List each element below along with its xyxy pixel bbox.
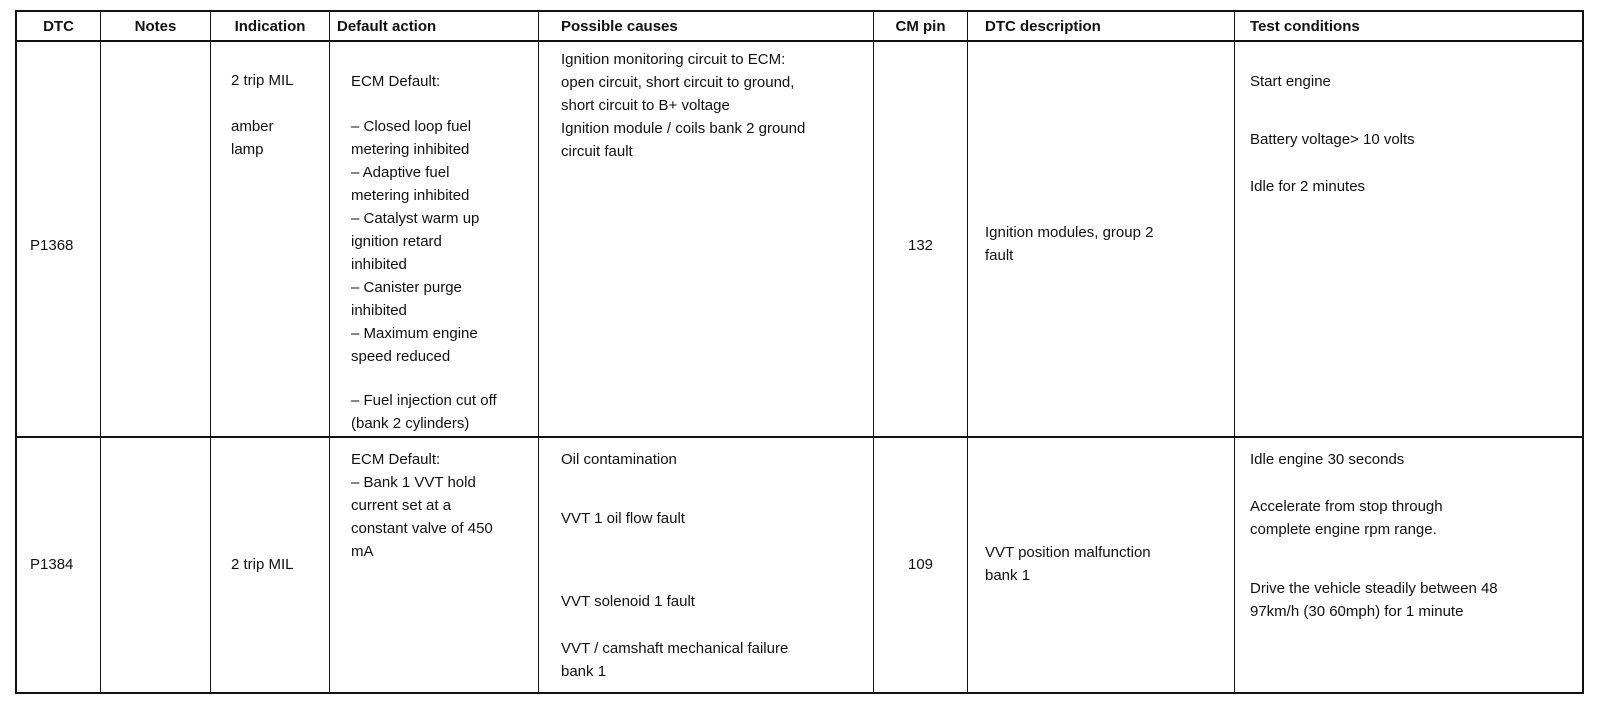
cm-pin: 109 xyxy=(907,556,934,573)
col-divider xyxy=(1582,10,1584,694)
header-default-action: Default action xyxy=(337,18,437,35)
header-possible-causes: Possible causes xyxy=(561,18,678,35)
col-divider xyxy=(1234,10,1235,694)
header-test-conditions: Test conditions xyxy=(1250,18,1360,35)
col-divider xyxy=(15,10,17,694)
col-divider xyxy=(967,10,968,694)
default-action-body: – Closed loop fuel metering inhibited – Adaptive fuel metering inhibited – Catalyst warm up ignition retard inhibited – Canister purge inhibited – Maximum engine speed reduced xyxy=(351,118,480,365)
possible-cause: VVT / camshaft mechanical failure bank 1 xyxy=(561,640,789,680)
dtc-description: VVT position malfunction bank 1 xyxy=(985,544,1151,584)
dtc-code: P1368 xyxy=(30,237,74,254)
test-condition: Battery voltage> 10 volts xyxy=(1250,131,1415,148)
header-indication: Indication xyxy=(234,18,306,35)
default-action-head: ECM Default: xyxy=(351,73,441,90)
possible-cause: Oil contamination xyxy=(561,451,677,468)
dtc-description: Ignition modules, group 2 fault xyxy=(985,224,1154,264)
header-divider xyxy=(15,40,1584,42)
col-divider xyxy=(873,10,874,694)
possible-cause: VVT 1 oil flow fault xyxy=(561,510,685,527)
header-dtc-description: DTC description xyxy=(985,18,1101,35)
default-action-text: ECM Default: – Bank 1 VVT hold current set at a constant valve of 450 mA xyxy=(351,451,493,560)
header-notes: Notes xyxy=(134,18,177,35)
header-cm-pin: CM pin xyxy=(895,18,946,35)
col-divider xyxy=(100,10,101,694)
col-divider xyxy=(210,10,211,694)
default-action-tail: – Fuel injection cut off (bank 2 cylinders) xyxy=(351,392,497,432)
test-condition: Accelerate from stop through complete engine rpm range. xyxy=(1250,498,1443,538)
col-divider xyxy=(538,10,539,694)
col-divider xyxy=(329,10,330,694)
indication-mil: 2 trip MIL xyxy=(231,72,294,89)
possible-causes: Ignition monitoring circuit to ECM: open circuit, short circuit to ground, short circuit to B+ voltage Ignition module / coils bank 2 ground circuit fault xyxy=(561,51,806,160)
dtc-code: P1384 xyxy=(30,556,74,573)
table-border-top xyxy=(15,10,1584,12)
row-divider xyxy=(15,436,1584,438)
indication-mil: 2 trip MIL xyxy=(231,556,294,573)
dtc-table xyxy=(15,10,1584,694)
test-condition: Start engine xyxy=(1250,73,1331,90)
header-dtc: DTC xyxy=(43,18,74,35)
indication-lamp: amber lamp xyxy=(231,118,274,158)
cm-pin: 132 xyxy=(907,237,934,254)
table-border-bottom xyxy=(15,692,1584,694)
test-condition: Idle engine 30 seconds xyxy=(1250,451,1405,468)
test-condition: Idle for 2 minutes xyxy=(1250,178,1366,195)
possible-cause: VVT solenoid 1 fault xyxy=(561,593,695,610)
test-condition: Drive the vehicle steadily between 48 97km/h (30 60mph) for 1 minute xyxy=(1250,580,1498,620)
